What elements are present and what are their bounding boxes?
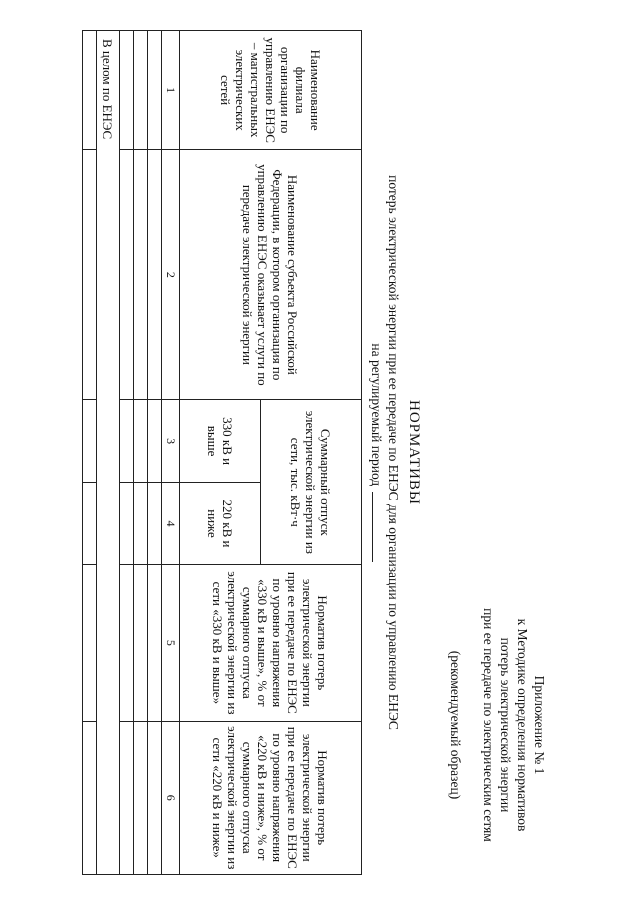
header-region-name: Наименование субъекта Российской Федерации, в котором организация по управлению ЕНЭС оказывает услуги по передаче электрической энергии: [180, 150, 362, 400]
norms-table: [82, 30, 362, 875]
document-title: НОРМАТИВЫ: [406, 400, 422, 505]
header-norm-330: Норматив потерь электрической энергии при ее передаче по ЕНЭС по уровню напряжения «330 кВ и выше», % от суммарного отпуска электрической энергии из сети «330 кВ и выше»: [180, 565, 362, 721]
table-row-column-numbers: [162, 31, 180, 875]
table-cell: [120, 721, 134, 875]
table-cell: [83, 721, 97, 875]
table-cell: [120, 482, 134, 564]
table-cell: [134, 721, 148, 875]
table-row-empty: [148, 31, 162, 875]
appendix-line: потерь электрической энергии: [498, 637, 513, 813]
table-cell: [120, 565, 134, 721]
table-cell: [83, 31, 97, 150]
table-cell: [120, 150, 134, 400]
subtitle-period-label: на регулируемый период: [369, 343, 384, 487]
sample-note: (рекомендуемый образец): [448, 650, 463, 800]
table-cell: [134, 565, 148, 721]
header-330-and-above: 330 кВ и выше: [180, 400, 261, 482]
period-blank-field: [372, 492, 374, 562]
table-header-row: [261, 31, 362, 875]
header-branch-name: Наименование филиала организации по управлению ЕНЭС – магистральных электрических сетей: [180, 31, 362, 150]
table-cell: [148, 721, 162, 875]
appendix-line: к Методике определения нормативов: [515, 618, 530, 832]
table-row-empty: [83, 31, 97, 875]
table-cell: [148, 31, 162, 150]
table-cell: [134, 400, 148, 482]
column-number: 6: [162, 721, 180, 875]
table-cell: [148, 400, 162, 482]
table-cell: [120, 400, 134, 482]
table-row-empty: [134, 31, 148, 875]
table-cell: [134, 482, 148, 564]
table-cell: [148, 150, 162, 400]
table-cell: [83, 150, 97, 400]
table-cell: [83, 400, 97, 482]
table-cell: [134, 31, 148, 150]
table-cell: [120, 31, 134, 150]
appendix-header: [447, 560, 548, 890]
column-number: 5: [162, 565, 180, 721]
table-cell: [83, 565, 97, 721]
table-cell: [83, 482, 97, 564]
header-norm-220: Норматив потерь электрической энергии при ее передаче по ЕНЭС по уровню напряжения «220 кВ и ниже», % от суммарного отпуска электрической энергии из сети «220 кВ и ниже»: [180, 721, 362, 875]
table-cell: [134, 150, 148, 400]
table-cell: [148, 565, 162, 721]
table-cell: [148, 482, 162, 564]
column-number: 4: [162, 482, 180, 564]
subtitle-line: потерь электрической энергии при ее передаче по ЕНЭС для организации по управлению ЕНЭС: [386, 175, 401, 730]
appendix-line: при ее передаче по электрическим сетям: [481, 608, 496, 842]
total-label: В целом по ЕНЭС: [97, 31, 120, 875]
subtitle-line-period: [368, 40, 385, 865]
appendix-line: Приложение № 1: [532, 675, 547, 775]
column-number: 2: [162, 150, 180, 400]
document-subtitle: [368, 40, 402, 865]
header-total-output: Суммарный отпуск электрической энергии из сети, тыс. кВт·ч: [261, 400, 362, 565]
column-number: 1: [162, 31, 180, 150]
table-row-total: [97, 31, 120, 875]
column-number: 3: [162, 400, 180, 482]
table-row-empty: [120, 31, 134, 875]
header-220-and-below: 220 кВ и ниже: [180, 482, 261, 564]
